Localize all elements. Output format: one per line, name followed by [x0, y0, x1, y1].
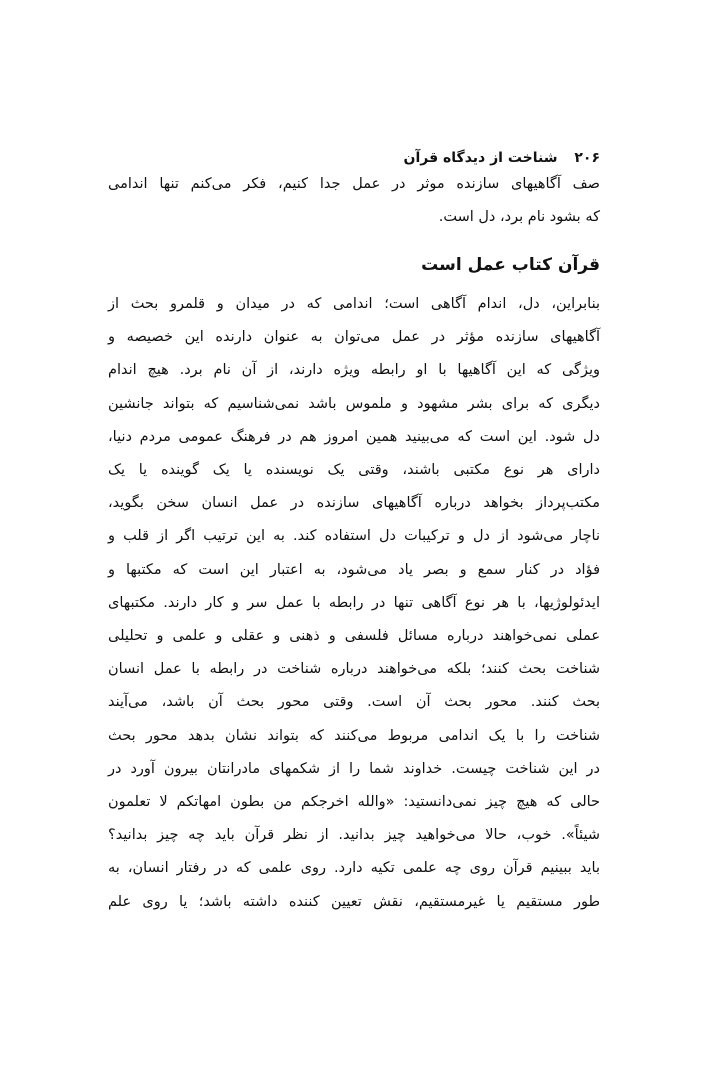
text-line: دل شود. این است که می‌بینید همین امروز هم در فرهنگ عمومی مردم دنیا، — [108, 428, 600, 445]
running-title: شناخت از دیدگاه قرآن — [403, 150, 558, 166]
running-header — [404, 150, 600, 166]
text-line: ناچار می‌شود از دل و ترکیبات دل استفاده کند. به این ترتیب اگر از قلب و — [108, 528, 600, 545]
text-line: باید ببینیم قرآن روی چه علمی تکیه دارد. روی علمی که در رفتار انسان، به — [108, 860, 600, 877]
page-number: ۲۰۶ — [574, 150, 600, 166]
text-line: ویژگی که این آگاهیها با او رابطه ویژه دارند، از آن نام برد. هیچ اندام — [108, 362, 600, 379]
text-line: ایدئولوژیها، با هر نوع آگاهی تنها در رابطه با عمل سر و کار دارند. مکتبهای — [108, 594, 600, 611]
text-line: شناخت بحث کنند؛ بلکه می‌خواهند درباره شناخت در رابطه با عمل انسان — [108, 661, 600, 678]
text-line: دیگری که برای بشر مشهود و ملموس باشد نمی‌شناسیم که بتواند جانشین — [108, 395, 600, 412]
text-line: که بشود نام برد، دل است. — [438, 209, 600, 226]
text-line: شیئاً». خوب، حالا می‌خواهید چیز بدانید. از نظر قرآن باید چه چیز بدانید؟ — [108, 827, 600, 844]
text-line: طور مستقیم یا غیرمستقیم، نقش تعیین کننده داشته باشد؛ یا روی علم — [108, 893, 600, 910]
text-line: فؤاد در کنار سمع و بصر یاد می‌شود، به اعتبار این است که مکتبها و — [108, 561, 600, 578]
text-line: حالی که هیچ چیز نمی‌دانستید: «والله اخرجکم من بطون امهاتکم لا تعلمون — [108, 794, 600, 810]
section-heading: قرآن کتاب عمل است — [421, 255, 600, 275]
text-line: آگاهیهای سازنده مؤثر در عمل می‌توان به عنوان دارنده این خصیصه و — [108, 329, 600, 346]
text-line: شناخت را با یک اندامی مربوط می‌کنند که بتواند نشان بدهد محور بحث — [108, 727, 600, 744]
text-line: در این شناخت چیست. خداوند شما را از شکمهای مادرانتان بیرون آورد در — [108, 760, 600, 777]
text-line: بنابراین، دل، اندام آگاهی است؛ اندامی که در میدان و قلمرو بحث از — [108, 296, 600, 312]
text-line: صف آگاهیهای سازنده موثر در عمل جدا کنیم، فکر می‌کنم تنها اندامی — [108, 176, 600, 192]
text-line: مکتب‌پرداز بخواهد درباره آگاهیهای سازنده در عمل انسان سخن بگوید، — [108, 495, 600, 512]
text-line: عملی نمی‌خواهند درباره مسائل فلسفی و ذهنی و عقلی و علمی و تحلیلی — [108, 628, 600, 644]
text-line: دارای هر نوع مکتبی باشند، وقتی یک نویسنده یا یک گوینده یا یک — [108, 462, 600, 478]
text-line: بحث کنند. محور بحث آن است. وقتی محور بحث آن باشد، می‌آیند — [108, 694, 600, 711]
